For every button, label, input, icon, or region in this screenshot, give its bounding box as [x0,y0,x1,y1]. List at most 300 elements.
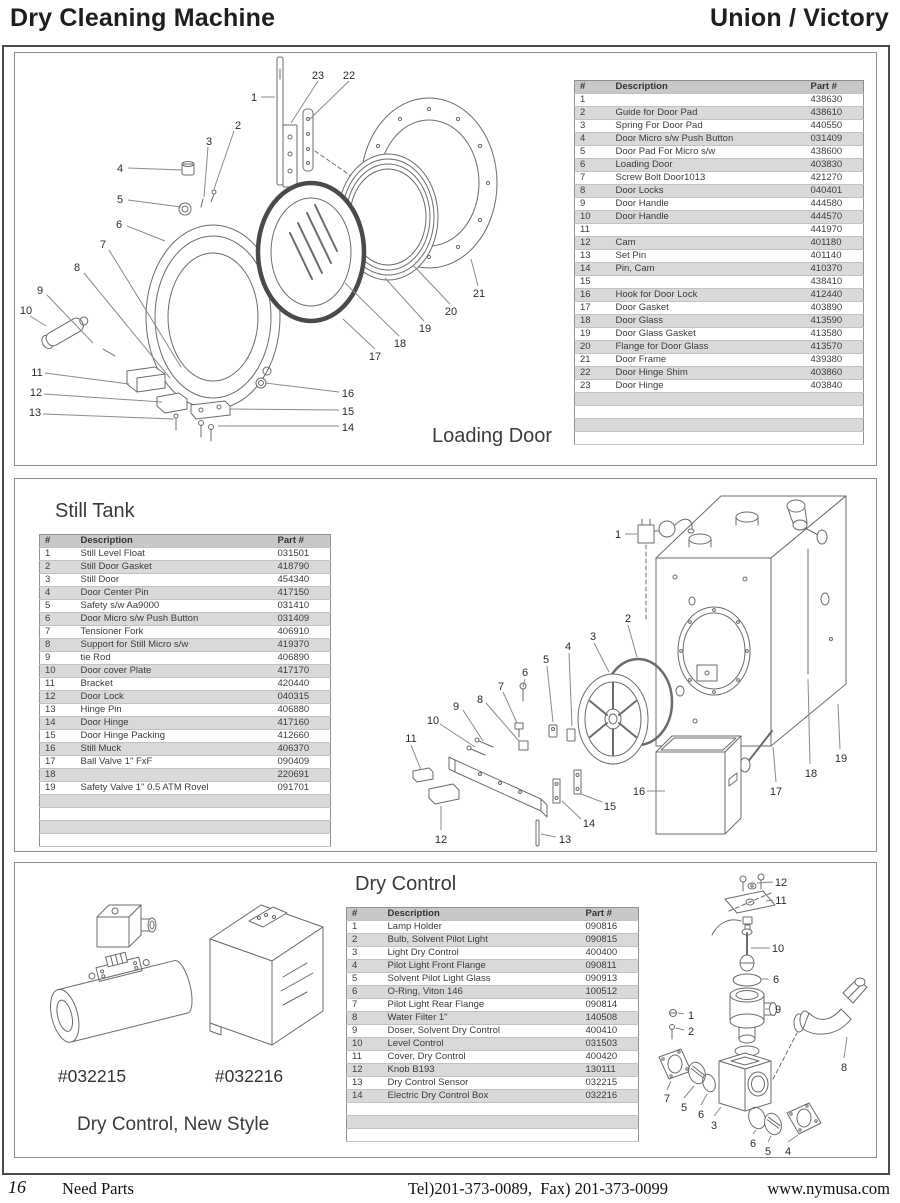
part-number: 031501 [273,548,331,561]
part-number [806,419,864,432]
table-row [575,120,864,133]
part-description: Light Dry Control [383,947,581,960]
table-row [575,393,864,406]
callout-number: 9 [452,701,460,713]
part-description: Cam [611,237,806,250]
dry-control-valve-diagram [651,871,878,1159]
part-description: Door Pad For Micro s/w [611,146,806,159]
table-row [40,834,331,847]
part-number: 444570 [806,211,864,224]
table-row [575,289,864,302]
callout-line [768,1136,771,1142]
loading-door-diagram [15,53,575,467]
callout-line [45,373,129,384]
table-row [40,769,331,782]
part-number: 400420 [581,1051,639,1064]
callout-number: 19 [418,323,432,335]
table-row [575,315,864,328]
part-description: Bracket [76,678,273,691]
table-row [347,1051,639,1064]
part-index: 16 [575,289,611,302]
part-description [611,393,806,406]
table-row [575,302,864,315]
still-tank-parts-table [39,534,331,847]
part-index: 12 [575,237,611,250]
table-row [575,146,864,159]
part-index: 1 [575,94,611,107]
callout-line [463,710,483,741]
part-number: 417170 [273,665,331,678]
part-index: 10 [40,665,76,678]
part-index: 8 [40,639,76,652]
part-index [575,419,611,432]
table-row [40,821,331,834]
part-number: 032215 [581,1077,639,1090]
part-index: 11 [575,224,611,237]
callout-number: 1 [614,529,622,541]
callout-line [343,319,375,349]
callout-number: 15 [603,801,617,813]
part-description [383,1129,581,1142]
part-number [806,406,864,419]
part-description: Solvent Pilot Light Glass [383,973,581,986]
part-index: 9 [347,1025,383,1038]
part-number: 403840 [806,380,864,393]
part-index: 6 [575,159,611,172]
part-index [40,808,76,821]
part-description: Bulb, Solvent Pilot Light [383,934,581,947]
part-index: 18 [40,769,76,782]
callout-number: 11 [31,367,43,379]
callout-line [701,1094,707,1105]
dry-control-parts-table [346,907,639,1142]
callout-number: 5 [764,1146,772,1158]
callout-line [541,834,556,837]
callout-number: 7 [497,681,505,693]
part-index: 20 [575,341,611,354]
table-row [40,587,331,600]
part-description [383,1103,581,1116]
part-description: Still Muck [76,743,273,756]
brand-title: Union / Victory [710,4,889,32]
part-description: Pilot Light Rear Flange [383,999,581,1012]
table-row [575,380,864,393]
table-row [40,626,331,639]
part-number: 406880 [273,704,331,717]
callout-number: 6 [749,1138,757,1150]
table-row [40,730,331,743]
callout-number: 17 [769,786,783,798]
table-row [40,691,331,704]
table-row [575,133,864,146]
part-index: 11 [40,678,76,691]
callout-number: 7 [99,239,107,251]
table-row [347,1038,639,1051]
part-description: Hinge Pin [76,704,273,717]
part-index: 22 [575,367,611,380]
callout-line [486,703,519,741]
part-index: 23 [575,380,611,393]
callout-number: 2 [687,1026,695,1038]
part-index: 5 [40,600,76,613]
part-index: 5 [575,146,611,159]
part-number: 090913 [581,973,639,986]
part-number: 439380 [806,354,864,367]
table-row [40,600,331,613]
callout-number: 3 [589,631,597,643]
part-description [611,224,806,237]
table-row [347,1103,639,1116]
column-header: # [575,81,611,94]
table-row [347,921,639,934]
device-label-sensor: #032215 [57,1066,127,1086]
part-number: 091701 [273,782,331,795]
part-number [273,834,331,847]
part-description: Door Micro s/w Push Button [611,133,806,146]
table-row [347,999,639,1012]
table-row [40,639,331,652]
part-number: 090409 [273,756,331,769]
callout-line [569,653,572,726]
callout-number: 18 [393,338,407,350]
section-dry-control [14,862,877,1158]
part-number [806,393,864,406]
part-number [806,432,864,445]
callout-number: 9 [774,1004,782,1016]
part-index: 15 [40,730,76,743]
callout-number: 13 [28,407,42,419]
part-number: 420440 [273,678,331,691]
part-number: 403860 [806,367,864,380]
part-number: 401180 [806,237,864,250]
callout-line [30,316,46,326]
callout-number: 16 [341,388,355,400]
part-number [581,1116,639,1129]
dry-control-devices-diagram [35,877,335,1062]
part-index: 17 [575,302,611,315]
part-index [40,795,76,808]
table-row [575,354,864,367]
table-row [347,1129,639,1142]
part-number: 031503 [581,1038,639,1051]
part-number: 403890 [806,302,864,315]
part-description: Door Hinge Shim [611,367,806,380]
part-description: Screw Bolt Door1013 [611,172,806,185]
part-description: Door cover Plate [76,665,273,678]
part-description: Door Glass Gasket [611,328,806,341]
part-description [611,432,806,445]
table-row [347,973,639,986]
part-description: Door Center Pin [76,587,273,600]
part-index [575,393,611,406]
callout-line [128,200,181,207]
part-index: 19 [40,782,76,795]
callout-number: 22 [342,70,356,82]
callout-number: 1 [250,92,258,104]
part-description [611,94,806,107]
part-description: Door Gasket [611,302,806,315]
part-description: Knob B193 [383,1064,581,1077]
callout-line [547,666,553,722]
callout-number: 9 [36,285,44,297]
header-row [347,908,639,921]
callout-line [594,643,609,672]
callout-line [440,724,475,747]
part-index: 8 [347,1012,383,1025]
part-index [40,834,76,847]
callout-line [44,394,162,402]
part-description: Doser, Solvent Dry Control [383,1025,581,1038]
table-row [347,1077,639,1090]
table-row [40,613,331,626]
table-row [575,276,864,289]
column-header: # [40,535,76,548]
part-description: Lamp Holder [383,921,581,934]
part-index: 10 [347,1038,383,1051]
column-header: Part # [581,908,639,921]
part-description: Guide for Door Pad [611,107,806,120]
callout-line [773,747,776,782]
part-index: 4 [40,587,76,600]
part-description [611,406,806,419]
callout-number: 11 [405,733,417,745]
table-row [40,756,331,769]
part-description: Water Filter 1" [383,1012,581,1025]
part-description: Door Frame [611,354,806,367]
table-row [347,934,639,947]
callout-line [757,882,773,883]
part-number: 421270 [806,172,864,185]
part-number: 413580 [806,328,864,341]
part-number: 413570 [806,341,864,354]
table-row [575,263,864,276]
callout-number: 7 [663,1093,671,1105]
callout-number: 6 [772,974,780,986]
callout-number: 4 [564,641,572,653]
table-row [575,367,864,380]
part-index [347,1103,383,1116]
table-row [40,717,331,730]
part-number: 438630 [806,94,864,107]
column-header: # [347,908,383,921]
callout-line [838,704,840,749]
part-description: Safety Valve 1" 0.5 ATM Rovel [76,782,273,795]
part-description: Still Door [76,574,273,587]
callout-number: 4 [116,163,124,175]
part-index: 7 [40,626,76,639]
part-number: 400400 [581,947,639,960]
callout-number: 17 [368,351,382,363]
callout-number: 19 [834,753,848,765]
part-description: Door Locks [611,185,806,198]
part-index: 10 [575,211,611,224]
callout-number: 23 [311,70,325,82]
part-description [611,419,806,432]
callout-number: 12 [434,834,448,846]
table-row [575,224,864,237]
table-row [575,237,864,250]
part-number: 100512 [581,986,639,999]
part-number: 412660 [273,730,331,743]
column-header: Part # [273,535,331,548]
table-row [575,250,864,263]
part-description [76,795,273,808]
table-row [40,678,331,691]
part-index: 13 [347,1077,383,1090]
part-description: tie Rod [76,652,273,665]
part-number [581,1103,639,1116]
part-number: 032216 [581,1090,639,1103]
part-index [40,821,76,834]
part-number: 090814 [581,999,639,1012]
table-row [347,1116,639,1129]
part-number: 440550 [806,120,864,133]
part-description: Still Door Gasket [76,561,273,574]
callout-line [788,1135,798,1142]
callout-number: 4 [784,1146,792,1158]
part-index: 21 [575,354,611,367]
callout-line [385,278,424,321]
table-row [347,986,639,999]
part-description [383,1116,581,1129]
footer-need-parts: Need Parts [62,1179,134,1198]
callout-line [310,81,349,119]
part-index: 16 [40,743,76,756]
table-row [575,328,864,341]
table-row [40,808,331,821]
part-description [76,808,273,821]
callout-number: 6 [115,219,123,231]
callout-number: 8 [73,262,81,274]
part-description: Hook for Door Lock [611,289,806,302]
part-description: Door Handle [611,198,806,211]
callout-line [678,1013,684,1014]
part-number [273,821,331,834]
callout-number: 5 [542,654,550,666]
table-row [575,185,864,198]
dry-control-caption: Dry Control, New Style [77,1114,270,1135]
page-number: 16 [8,1177,26,1197]
table-row [347,1025,639,1038]
part-description: Door Handle [611,211,806,224]
callout-number: 2 [624,613,632,625]
table-row [40,574,331,587]
part-description: Ball Valve 1" FxF [76,756,273,769]
part-index [347,1116,383,1129]
part-number: 454340 [273,574,331,587]
device-label-box: #032216 [214,1066,284,1086]
part-number: 031409 [273,613,331,626]
part-index: 12 [347,1064,383,1077]
callout-line [753,1130,756,1134]
table-row [575,172,864,185]
part-index: 4 [575,133,611,146]
table-row [40,782,331,795]
table-row [40,743,331,756]
table-row [575,419,864,432]
part-number: 090816 [581,921,639,934]
table-row [347,947,639,960]
callout-number: 8 [476,694,484,706]
callout-line [214,131,234,189]
part-description: Door Hinge [611,380,806,393]
part-index: 14 [40,717,76,730]
part-description: Pilot Light Front Flange [383,960,581,973]
part-number: 406370 [273,743,331,756]
callout-number: 3 [205,136,213,148]
table-row [347,960,639,973]
column-header: Description [611,81,806,94]
part-description [76,834,273,847]
table-row [40,561,331,574]
table-row [575,406,864,419]
callout-line [581,794,602,802]
table-row [575,211,864,224]
part-index: 9 [575,198,611,211]
part-index: 19 [575,328,611,341]
callout-line [127,226,165,241]
part-description: Spring For Door Pad [611,120,806,133]
part-index: 3 [575,120,611,133]
callout-number: 2 [234,120,242,132]
part-index: 13 [575,250,611,263]
callout-line [628,625,637,657]
still-tank-title: Still Tank [55,500,135,522]
part-index: 13 [40,704,76,717]
part-description: Pin, Cam [611,263,806,276]
part-index: 5 [347,973,383,986]
callout-line [265,383,339,392]
part-number: 438600 [806,146,864,159]
part-description: Still Level Float [76,548,273,561]
callout-number: 1 [687,1010,695,1022]
part-index: 1 [347,921,383,934]
part-index: 2 [347,934,383,947]
part-description: Loading Door [611,159,806,172]
part-number: 412440 [806,289,864,302]
part-number: 090811 [581,960,639,973]
still-tank-diagram [395,479,878,852]
part-number: 438610 [806,107,864,120]
callout-line [411,745,421,770]
callout-number: 20 [444,306,458,318]
callout-number: 11 [775,895,787,907]
part-number: 130111 [581,1064,639,1077]
part-index: 4 [347,960,383,973]
part-number [273,795,331,808]
part-number [273,808,331,821]
part-number: 441970 [806,224,864,237]
part-index [575,432,611,445]
table-row [347,1064,639,1077]
column-header: Part # [806,81,864,94]
part-index: 14 [575,263,611,276]
table-row [575,432,864,445]
table-row [40,665,331,678]
callout-number: 8 [840,1062,848,1074]
part-number: 403830 [806,159,864,172]
part-description: Cover, Dry Control [383,1051,581,1064]
callout-line [413,265,450,304]
callout-number: 18 [804,768,818,780]
part-number: 413590 [806,315,864,328]
part-number: 401140 [806,250,864,263]
table-row [575,198,864,211]
part-description: Door Micro s/w Push Button [76,613,273,626]
part-number: 410370 [806,263,864,276]
part-number: 400410 [581,1025,639,1038]
footer-website: www.nymusa.com [767,1179,890,1198]
